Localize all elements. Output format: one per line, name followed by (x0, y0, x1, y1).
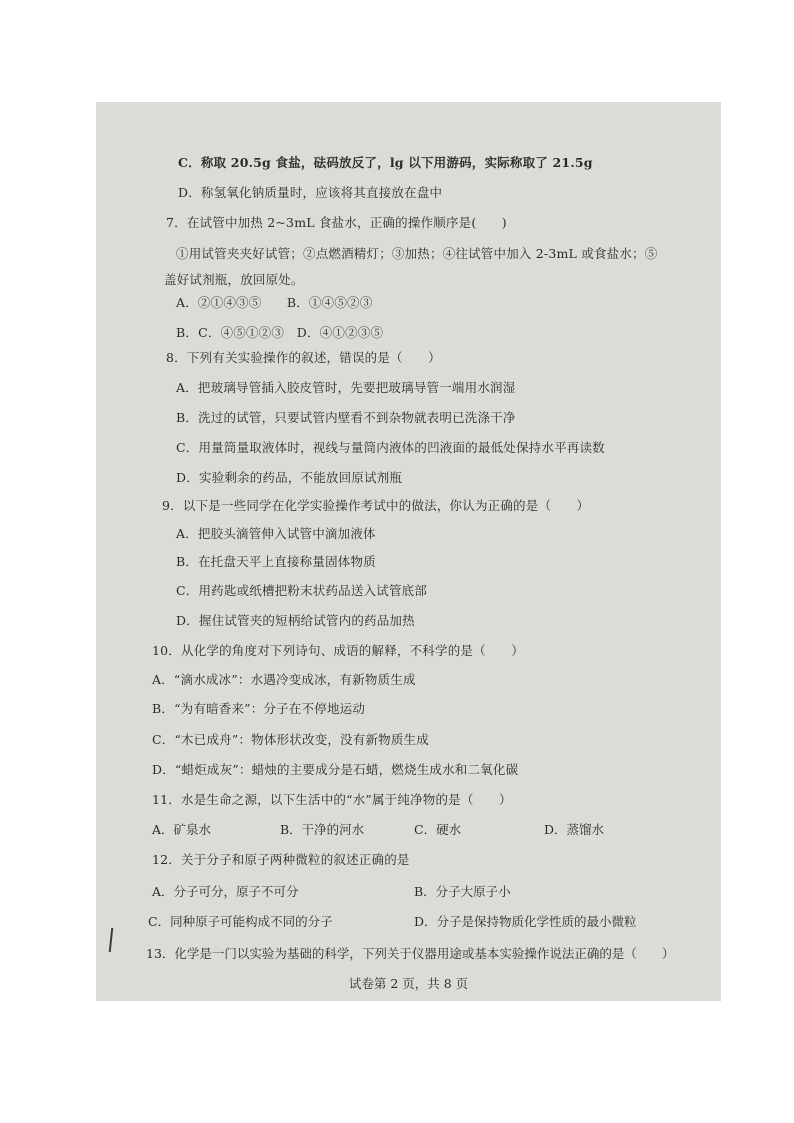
q12-option-b: B．分子大原子小 (414, 884, 511, 899)
q12-options-row2 (96, 914, 721, 930)
q10-option-b: B．“为有暗香来”：分子在不停地运动 (152, 701, 366, 716)
q12-option-c: C．同种原子可能构成不同的分子 (148, 914, 333, 929)
pen-mark (109, 928, 113, 952)
q10-option-a: A．“滴水成冰”：水遇冷变成冰，有新物质生成 (152, 672, 416, 687)
exam-page (96, 102, 721, 1001)
q7-options-cd: B．C．④⑤①②③ D．④①②③⑤ (176, 325, 384, 340)
q9-stem: 9．以下是一些同学在化学实验操作考试中的做法，你认为正确的是（ ） (162, 498, 590, 513)
q6-option-c: C．称取 20.5g 食盐，砝码放反了，lg 以下用游码，实际称取了 21.5g (178, 155, 593, 170)
page-footer: 试卷第 2 页，共 8 页 (348, 976, 469, 991)
q9-option-c: C．用药匙或纸槽把粉末状药品送入试管底部 (176, 583, 428, 598)
q8-option-c: C．用量筒量取液体时，视线与量筒内液体的凹液面的最低处保持水平再读数 (176, 440, 605, 455)
q13-stem: 13．化学是一门以实验为基础的科学，下列关于仪器用途或基本实验操作说法正确的是（ ） (146, 946, 675, 961)
q7-steps-line2: 盖好试剂瓶，放回原处。 (164, 272, 304, 287)
q8-option-a: A．把玻璃导管插入胶皮管时，先要把玻璃导管一端用水润湿 (176, 380, 516, 395)
q9-option-d: D．握住试管夹的短柄给试管内的药品加热 (176, 613, 415, 628)
q7-steps-line1: ①用试管夹夹好试管；②点燃酒精灯；③加热；④往试管中加入 2-3mL 或食盐水；⑤ (176, 246, 658, 261)
q11-options (96, 822, 721, 838)
q11-option-d: D．蒸馏水 (544, 822, 605, 837)
q7-stem: 7．在试管中加热 2~3mL 食盐水，正确的操作顺序是( ) (166, 215, 507, 230)
q10-stem: 10．从化学的角度对下列诗句、成语的解释，不科学的是（ ） (152, 643, 524, 658)
q12-option-d: D．分子是保持物质化学性质的最小微粒 (414, 914, 637, 929)
q11-option-a: A．矿泉水 (152, 822, 212, 837)
q11-option-c: C．硬水 (414, 822, 462, 837)
q12-stem: 12．关于分子和原子两种微粒的叙述正确的是 (152, 852, 410, 867)
q8-option-d: D．实验剩余的药品，不能放回原试剂瓶 (176, 470, 403, 485)
q10-option-c: C．“木已成舟”：物体形状改变，没有新物质生成 (152, 732, 429, 747)
q9-option-b: B．在托盘天平上直接称量固体物质 (176, 554, 376, 569)
q7-options-ab: A．②①④③⑤ B．①④⑤②③ (176, 295, 373, 310)
q12-option-a: A．分子可分，原子不可分 (152, 884, 299, 899)
q11-stem: 11．水是生命之源，以下生活中的“水”属于纯净物的是（ ） (152, 792, 512, 807)
q8-stem: 8．下列有关实验操作的叙述，错误的是（ ） (166, 350, 441, 365)
q12-options-row1 (96, 884, 721, 900)
q9-option-a: A．把胶头滴管伸入试管中滴加液体 (176, 526, 376, 541)
q6-option-d: D．称氢氧化钠质量时，应该将其直接放在盘中 (178, 185, 443, 200)
q11-option-b: B．干净的河水 (280, 822, 365, 837)
q8-option-b: B．洗过的试管，只要试管内壁看不到杂物就表明已洗涤干净 (176, 410, 516, 425)
q10-option-d: D．“蜡炬成灰”：蜡烛的主要成分是石蜡，燃烧生成水和二氧化碳 (152, 762, 519, 777)
